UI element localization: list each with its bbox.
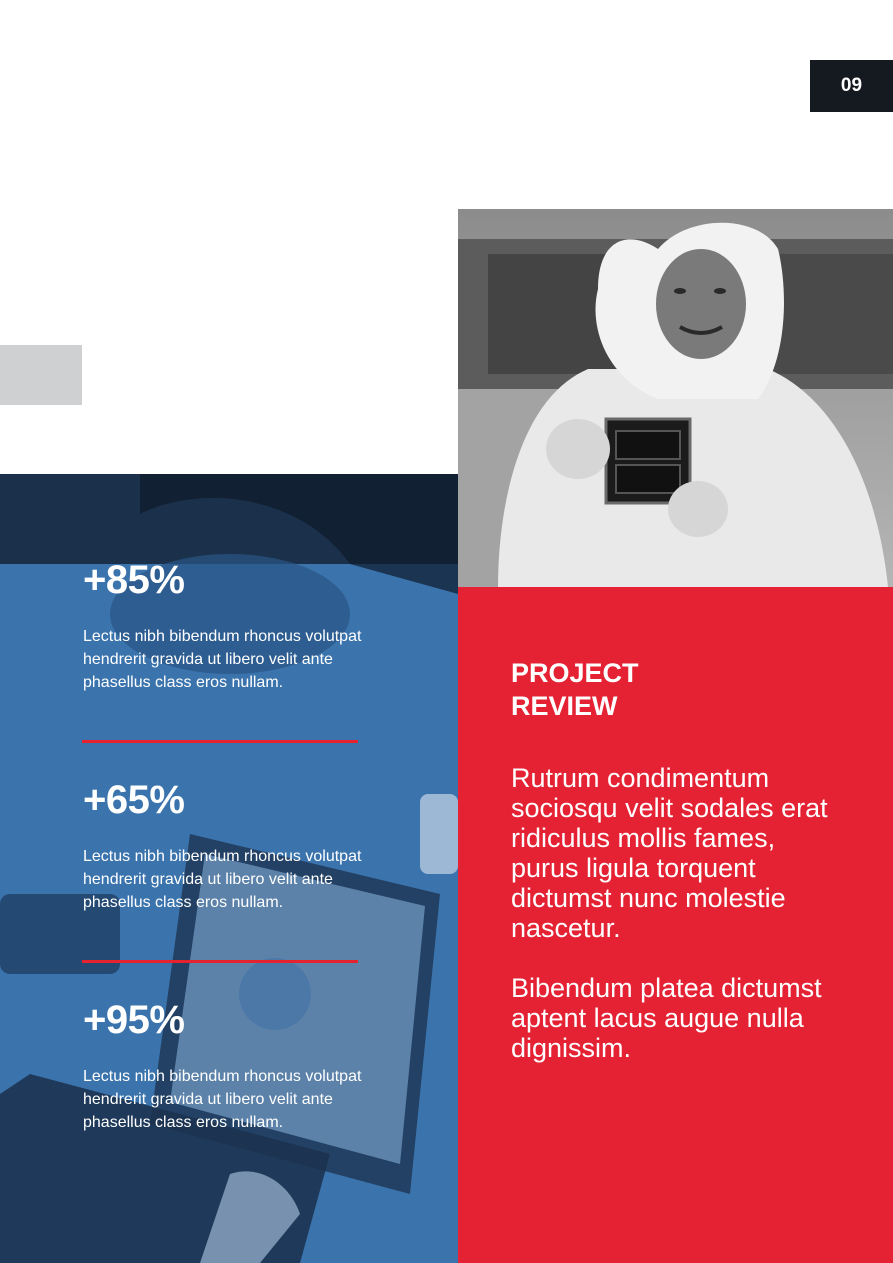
review-title-line: PROJECT: [511, 658, 639, 688]
review-paragraph: Bibendum platea dictumst aptent lacus augue nulla dignissim.: [511, 973, 822, 1063]
review-paragraph: Rutrum condimentum sociosqu velit sodales erat ridiculus mollis fames, purus ligula torquent dictumst nunc molestie nascetur.: [511, 763, 828, 943]
review-body: [511, 763, 841, 1093]
stats-panel: [0, 474, 458, 1263]
stat-value: +85%: [83, 558, 185, 602]
stat-block-1: [83, 558, 373, 694]
stat-description: Lectus nibh bibendum rhoncus volutpat hendrerit gravida ut libero velit ante phasellus class eros nullam.: [83, 1068, 362, 1131]
stat-value: +95%: [83, 998, 185, 1042]
decorative-gray-block: [0, 345, 82, 405]
page-number: 09: [840, 75, 863, 96]
review-title: [511, 657, 711, 723]
project-review-panel: [458, 587, 893, 1263]
stat-divider: [82, 740, 358, 743]
stat-description: Lectus nibh bibendum rhoncus volutpat hendrerit gravida ut libero velit ante phasellus class eros nullam.: [83, 848, 362, 911]
photo-scientist-cubesat: [458, 209, 893, 587]
stat-divider: [82, 960, 358, 963]
review-title-line: REVIEW: [511, 691, 618, 721]
stat-block-3: [83, 998, 373, 1134]
stat-value: +65%: [83, 778, 185, 822]
stat-block-2: [83, 778, 373, 914]
stat-description: Lectus nibh bibendum rhoncus volutpat hendrerit gravida ut libero velit ante phasellus class eros nullam.: [83, 628, 362, 691]
page-number-badge: [810, 60, 893, 112]
